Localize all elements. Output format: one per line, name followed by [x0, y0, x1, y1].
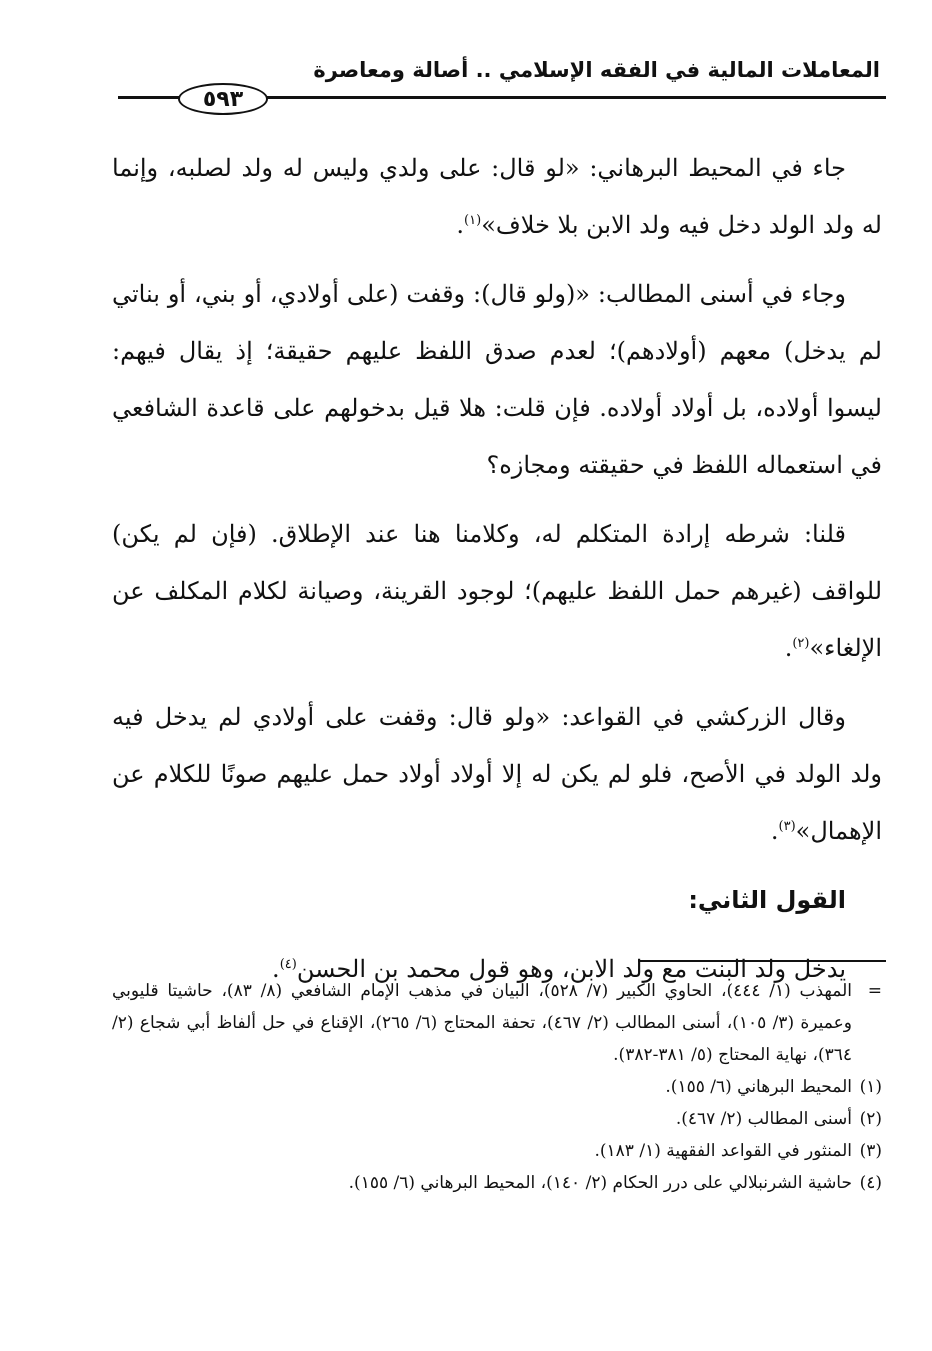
footnote-ref: (٢)	[792, 636, 810, 651]
running-header	[118, 52, 886, 112]
paragraph: وقال الزركشي في القواعد: «ولو قال: وقفت على أولادي لم يدخل فيه ولد الولد في الأصح، فلو لم يكن له إلا أولاد أولاد حمل عليهم صونًا للكلام عن الإهمال»$^{(٣)}$.	[112, 703, 882, 845]
footnote-mark: (٢)	[859, 1109, 882, 1129]
footnote-mark: =	[867, 981, 882, 1001]
main-text	[112, 140, 882, 1010]
page-number: ٥٩٣	[178, 83, 268, 115]
paragraph: يدخل ولد البنت مع ولد الابن، وهو قول محمد بن الحسن$^{(٤)}$.	[272, 955, 846, 983]
footnote: (٤) حاشية الشرنبلالي على درر الحكام (٢/ ١٤٠)، المحيط البرهاني (٦/ ١٥٥).	[112, 1167, 882, 1199]
footnote-mark: (٤)	[859, 1173, 882, 1193]
running-title: المعاملات المالية في الفقه الإسلامي .. أصالة ومعاصرة	[313, 58, 880, 82]
footnote: (٣) المنثور في القواعد الفقهية (١/ ١٨٣).	[112, 1135, 882, 1167]
paragraph: قلنا: شرطه إرادة المتكلم له، وكلامنا هنا عند الإطلاق. (فإن لم يكن) للواقف (غيرهم حمل اللفظ عليهم)؛ لوجود القرينة، وصيانة لكلام المكلف عن الإلغاء»$^{(٢)}$.	[112, 520, 882, 662]
footnote: (٢) أسنى المطالب (٢/ ٤٦٧).	[112, 1103, 882, 1135]
footnote-mark: (٣)	[859, 1141, 882, 1161]
paragraph: جاء في المحيط البرهاني: «لو قال: على ولدي وليس له ولد لصلبه، وإنما له ولد الولد دخل فيه ولد الابن بلا خلاف»$^{(١)}$.	[112, 154, 882, 239]
paragraph: وجاء في أسنى المطالب: «(ولو قال): وقفت (على أولادي، أو بني، أو بناتي لم يدخل) معهم (أولادهم)؛ لعدم صدق اللفظ عليهم حقيقة؛ إذ يقال فيهم: ليسوا أولاده، بل أولاد أولاده. فإن قلت: هلا قيل بدخولهم على قاعدة الشافعي في استعماله اللفظ في حقيقته ومجازه؟	[112, 280, 882, 479]
footnote-ref: (٣)	[778, 819, 796, 834]
section-heading: القول الثاني:	[688, 886, 846, 914]
footnote-ref: (١)	[464, 213, 482, 228]
footnote-ref: (٤)	[279, 957, 297, 972]
footnote-mark: (١)	[859, 1077, 882, 1097]
footnote-separator	[638, 960, 886, 962]
footnote: (١) المحيط البرهاني (٦/ ١٥٥).	[112, 1071, 882, 1103]
footnotes	[112, 975, 882, 1199]
footnote: = المهذب (١/ ٤٤٤)، الحاوي الكبير (٧/ ٥٢٨)، البيان في مذهب الإمام الشافعي (٨/ ٨٣)، حاشيتا قليوبي وعميرة (٣/ ١٠٥)، أسنى المطالب (٢/ ٤٦٧)، تحفة المحتاج (٦/ ٢٦٥)، الإقناع في حل ألفاظ أبي شجاع (٢/ ٣٦٤)، نهاية المحتاج (٥/ ٣٨١-٣٨٢).	[112, 975, 882, 1071]
